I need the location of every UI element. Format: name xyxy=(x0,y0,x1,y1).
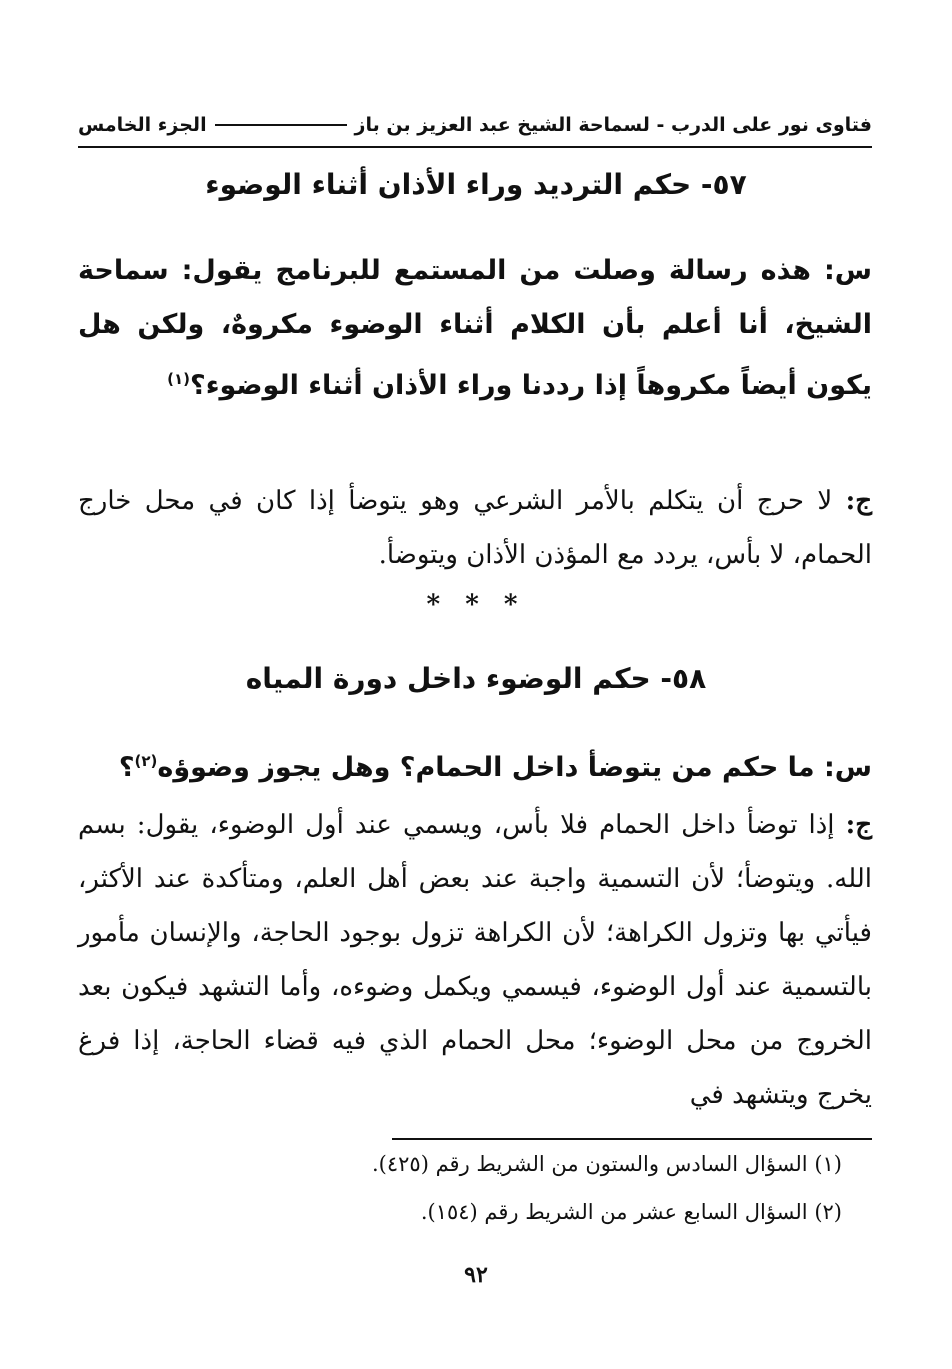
question-label: س: xyxy=(823,255,872,286)
header-title: فتاوى نور على الدرب - لسماحة الشيخ عبد العزيز بن باز xyxy=(354,114,872,136)
footnote-ref-2: (٢) xyxy=(134,752,158,770)
footnote-rule xyxy=(392,1138,872,1140)
header-volume: الجزء الخامس xyxy=(78,114,207,136)
page-number: ٩٢ xyxy=(464,1262,488,1288)
footnote-2: (٢) السؤال السابع عشر من الشريط رقم (١٥٤). xyxy=(420,1200,842,1224)
footnote-1: (١) السؤال السادس والستون من الشريط رقم (٤٢٥). xyxy=(371,1152,842,1176)
section-58-answer xyxy=(78,798,872,1122)
answer-label: ج: xyxy=(845,486,873,516)
answer-text: لا حرج أن يتكلم بالأمر الشرعي وهو يتوضأ إذا كان في محل خارج الحمام، لا بأس، يردد مع المؤذن الأذان ويتوضأ. xyxy=(78,486,872,570)
header-rule xyxy=(215,124,347,126)
section-57-title: ٥٧- حكم الترديد وراء الأذان أثناء الوضوء xyxy=(205,168,747,201)
section-57-question xyxy=(78,244,872,413)
answer-text: إذا توضأ داخل الحمام فلا بأس، ويسمي عند أول الوضوء، يقول: بسم الله. ويتوضأ؛ لأن التسمية واجبة عند بعض أهل العلم، ومتأكدة عند الأكثر، فيأتي بها وتزول الكراهة؛ لأن الكراهة تزول بوجود الحاجة، والإنسان مأمور بالتسمية عند أول الوضوء، فيسمي ويكمل وضوءه، وأما التشهد فيكون بعد الخروج من محل الوضوء؛ محل الحمام الذي فيه قضاء الحاجة، إذا فرغ يخرج ويتشهد في xyxy=(78,810,872,1110)
section-58-title: ٥٨- حكم الوضوء داخل دورة المياه xyxy=(245,662,707,695)
question-label: س: xyxy=(823,752,872,783)
question-text: ما حكم من يتوضأ داخل الحمام؟ وهل يجوز وضوؤه xyxy=(157,752,815,783)
footnote-ref-1: (١) xyxy=(167,370,191,388)
answer-label: ج: xyxy=(845,810,873,840)
section-separator: * * * xyxy=(426,590,526,620)
section-57-answer xyxy=(78,474,872,582)
question-end: ؟ xyxy=(118,752,135,783)
section-58-question xyxy=(78,734,872,795)
question-text: هذه رسالة وصلت من المستمع للبرنامج يقول: سماحة الشيخ، أنا أعلم بأن الكلام أثناء الوضوء مكروهٌ، ولكن هل يكون أيضاً مكروهاً إذا رددنا وراء الأذان أثناء الوضوء؟ xyxy=(78,255,872,401)
running-header xyxy=(78,108,872,148)
